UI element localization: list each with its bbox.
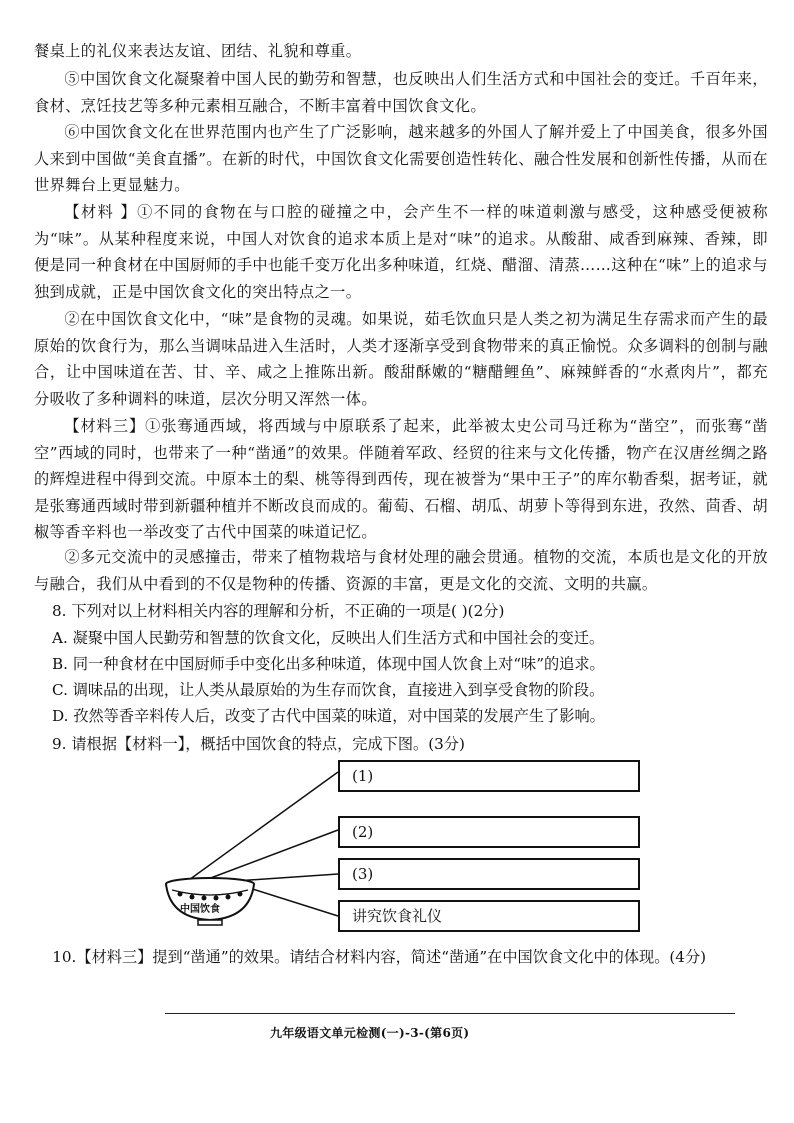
material-2-para-1: 【材料 】①不同的食物在与口腔的碰撞之中，会产生不一样的味道刺激与感受，这种感受便被称为“味”。从某种程度来说，中国人对饮食的追求本质上是对“味”的追求。从酸甜、咸香到麻辣、香辣，即便是同一种食材在中国厨师的手中也能千变万化出多种味道，红烧、醋溜、清蒸……这种在“味”上的追求与独到成就，正是中国饮食文化的突出特点之一。	[34, 203, 768, 301]
material-2-para-2: ②在中国饮食文化中，“味”是食物的灵魂。如果说，茹毛饮血只是人类之初为满足生存需求而产生的最原始的饮食行为，那么当调味品进入生活时，人类才逐渐享受到食物带来的真正愉悦。众多调料的创制与融合，让中国味道在苦、甘、辛、咸之上推陈出新。酸甜酥嫩的“糖醋鲤鱼”、麻辣鲜香的“水煮肉片”，都充分吸收了多种调料的味道，层次分明又浑然一体。	[34, 310, 768, 408]
question-9-diagram	[160, 758, 650, 928]
paragraph-continued: 餐桌上的礼仪来表达友谊、团结、礼貌和尊重。	[34, 42, 362, 60]
answer-box-3[interactable]: (3)	[338, 858, 640, 890]
given-box-etiquette: 讲究饮食礼仪	[338, 900, 640, 932]
question-9-stem: 9. 请根据【材料一】，概括中国饮食的特点，完成下图。(3分)	[52, 735, 465, 753]
material-3-para-1: 【材料三】①张骞通西域，将西域与中原联系了起来，此举被太史公司马迁称为“凿空”，而张骞“凿空”西域的同时，也带来了一种“凿通”的效果。伴随着军政、经贸的往来与文化传播，物产在汉唐丝绸之路的辉煌进程中得到交流。中原本土的梨、桃等得到西传，现在被誉为“果中王子”的库尔勒香梨，据考证，就是张骞通西域时带到新疆种植并不断改良而成的。葡萄、石榴、胡瓜、胡萝卜等得到东进，孜然、茴香、胡椒等香辛料也一举改变了古代中国菜的味道记忆。	[34, 417, 768, 541]
question-8-option-b: B. 同一种食材在中国厨师手中变化出多种味道，体现中国人饮食上对“味”的追求。	[52, 655, 605, 673]
question-8-option-d: D. 孜然等香辛料传人后，改变了古代中国菜的味道，对中国菜的发展产生了影响。	[52, 707, 605, 725]
answer-box-2[interactable]: (2)	[338, 816, 640, 848]
material-3-para-2: ②多元交流中的灵感撞击，带来了植物栽培与食材处理的融会贯通。植物的交流，本质也是文化的开放与融合，我们从中看到的不仅是物种的传播、资源的丰富，更是文化的交流、文明的共赢。	[34, 548, 768, 593]
question-8-option-a: A. 凝聚中国人民勤劳和智慧的饮食文化，反映出人们生活方式和中国社会的变迁。	[52, 629, 605, 647]
bowl-label: 中国饮食	[180, 904, 220, 915]
question-8-stem: 8. 下列对以上材料相关内容的理解和分析，不正确的一项是( )(2分)	[52, 602, 505, 620]
paragraph-6: ⑥中国饮食文化在世界范围内也产生了广泛影响，越来越多的外国人了解并爱上了中国美食，很多外国人来到中国做“美食直播”。在新的时代，中国饮食文化需要创造性转化、融合性发展和创新性传播，从而在世界舞台上更显魅力。	[34, 123, 768, 194]
question-8-option-c: C. 调味品的出现，让人类从最原始的为生存而饮食，直接进入到享受食物的阶段。	[52, 681, 605, 699]
footer-divider	[165, 1013, 735, 1014]
page-footer: 九年级语文单元检测(一)-3-(第6页)	[270, 1026, 470, 1040]
paragraph-5: ⑤中国饮食文化凝聚着中国人民的勤劳和智慧，也反映出人们生活方式和中国社会的变迁。千百年来，食材、烹饪技艺等多种元素相互融合，不断丰富着中国饮食文化。	[34, 70, 768, 115]
answer-box-1[interactable]: (1)	[338, 760, 640, 792]
question-10-stem: 10.【材料三】提到“凿通”的效果。请结合材料内容，简述“凿通”在中国饮食文化中的体现。(4分)	[52, 948, 707, 966]
